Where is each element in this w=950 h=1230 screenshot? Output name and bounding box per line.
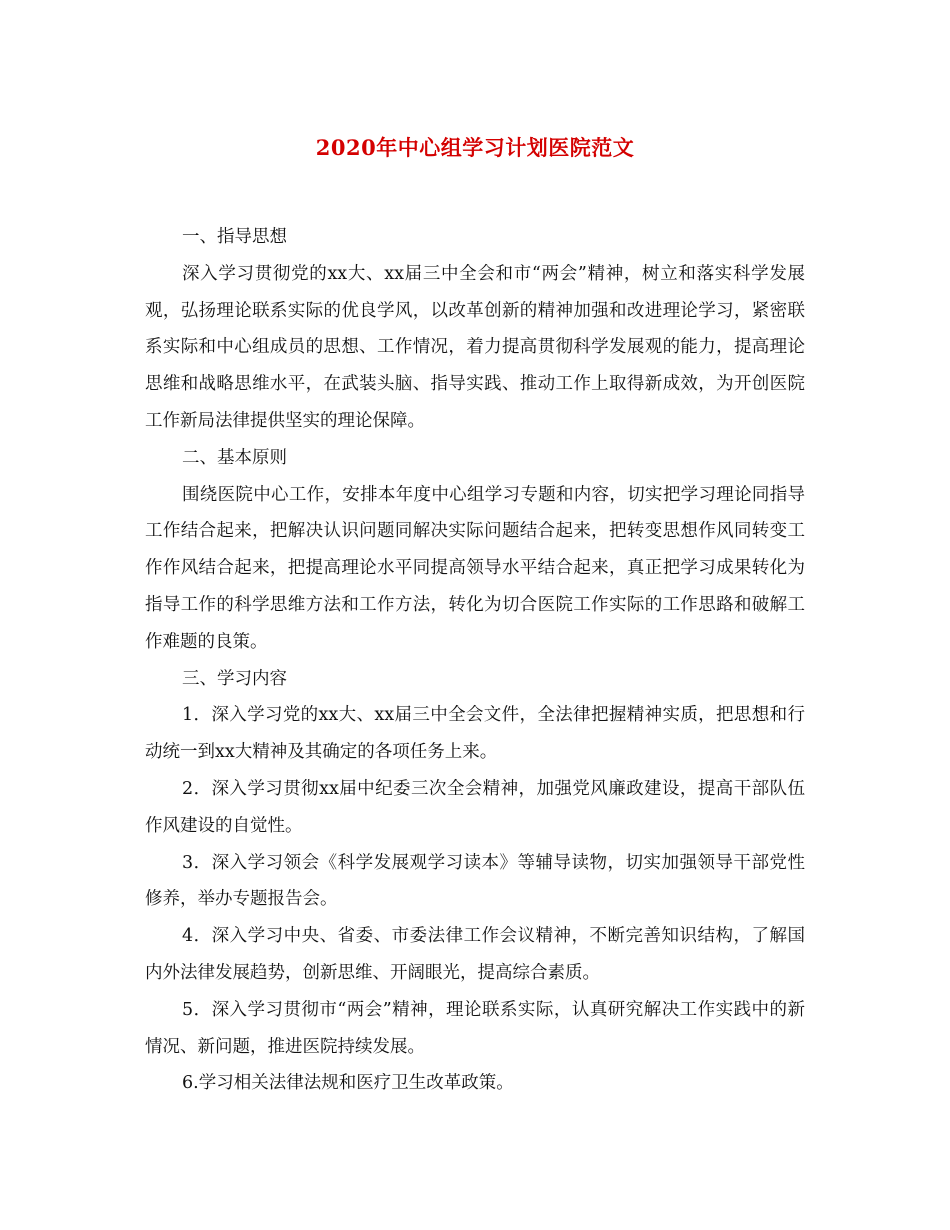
list-item-3: 3．深入学习领会《科学发展观学习读本》等辅导读物，切实加强领导干部党性修养，举办专题报告会。 <box>145 852 805 910</box>
paragraph-basic-principles: 围绕医院中心工作，安排本年度中心组学习专题和内容，切实把学习理论同指导工作结合起来，把解决认识问题同解决实际问题结合起来，把转变思想作风同转变工作作风结合起来，把提高理论水平同提高领导水平结合起来，真正把学习成果转化为指导工作的科学思维方法和工作方法，转化为切合医院工作实际的工作思路和破解工作难题的良策。 <box>145 484 805 652</box>
document-title: 2020年中心组学习计划医院范文 <box>315 135 635 160</box>
section-heading-study-content: 三、学习内容 <box>182 668 287 689</box>
section-heading-basic-principles: 二、基本原则 <box>182 447 287 468</box>
list-item-2: 2．深入学习贯彻xx届中纪委三次全会精神，加强党风廉政建设，提高干部队伍作风建设的自觉性。 <box>145 778 805 836</box>
list-item-6: 6.学习相关法律法规和医疗卫生改革政策。 <box>182 1073 514 1094</box>
list-item-1: 1．深入学习党的xx大、xx届三中全会文件，全法律把握精神实质，把思想和行动统一到xx大精神及其确定的各项任务上来。 <box>145 705 805 763</box>
section-heading-guiding-ideology: 一、指导思想 <box>182 227 287 247</box>
list-item-4: 4．深入学习中央、省委、市委法律工作会议精神，不断完善知识结构，了解国内外法律发展趋势，创新思维、开阔眼光，提高综合素质。 <box>145 926 805 983</box>
document-body <box>145 219 805 1102</box>
paragraph-guiding-ideology: 深入学习贯彻党的xx大、xx届三中全会和市“两会”精神，树立和落实科学发展观，弘扬理论联系实际的优良学风，以改革创新的精神加强和改进理论学习，紧密联系实际和中心组成员的思想、工作情况，着力提高贯彻科学发展观的能力，提高理论思维和战略思维水平，在武装头脑、指导实践、推动工作上取得新成效，为开创医院工作新局法律提供坚实的理论保障。 <box>145 263 805 431</box>
list-item-5: 5．深入学习贯彻市“两会”精神，理论联系实际，认真研究解决工作实践中的新情况、新问题，推进医院持续发展。 <box>145 999 805 1057</box>
